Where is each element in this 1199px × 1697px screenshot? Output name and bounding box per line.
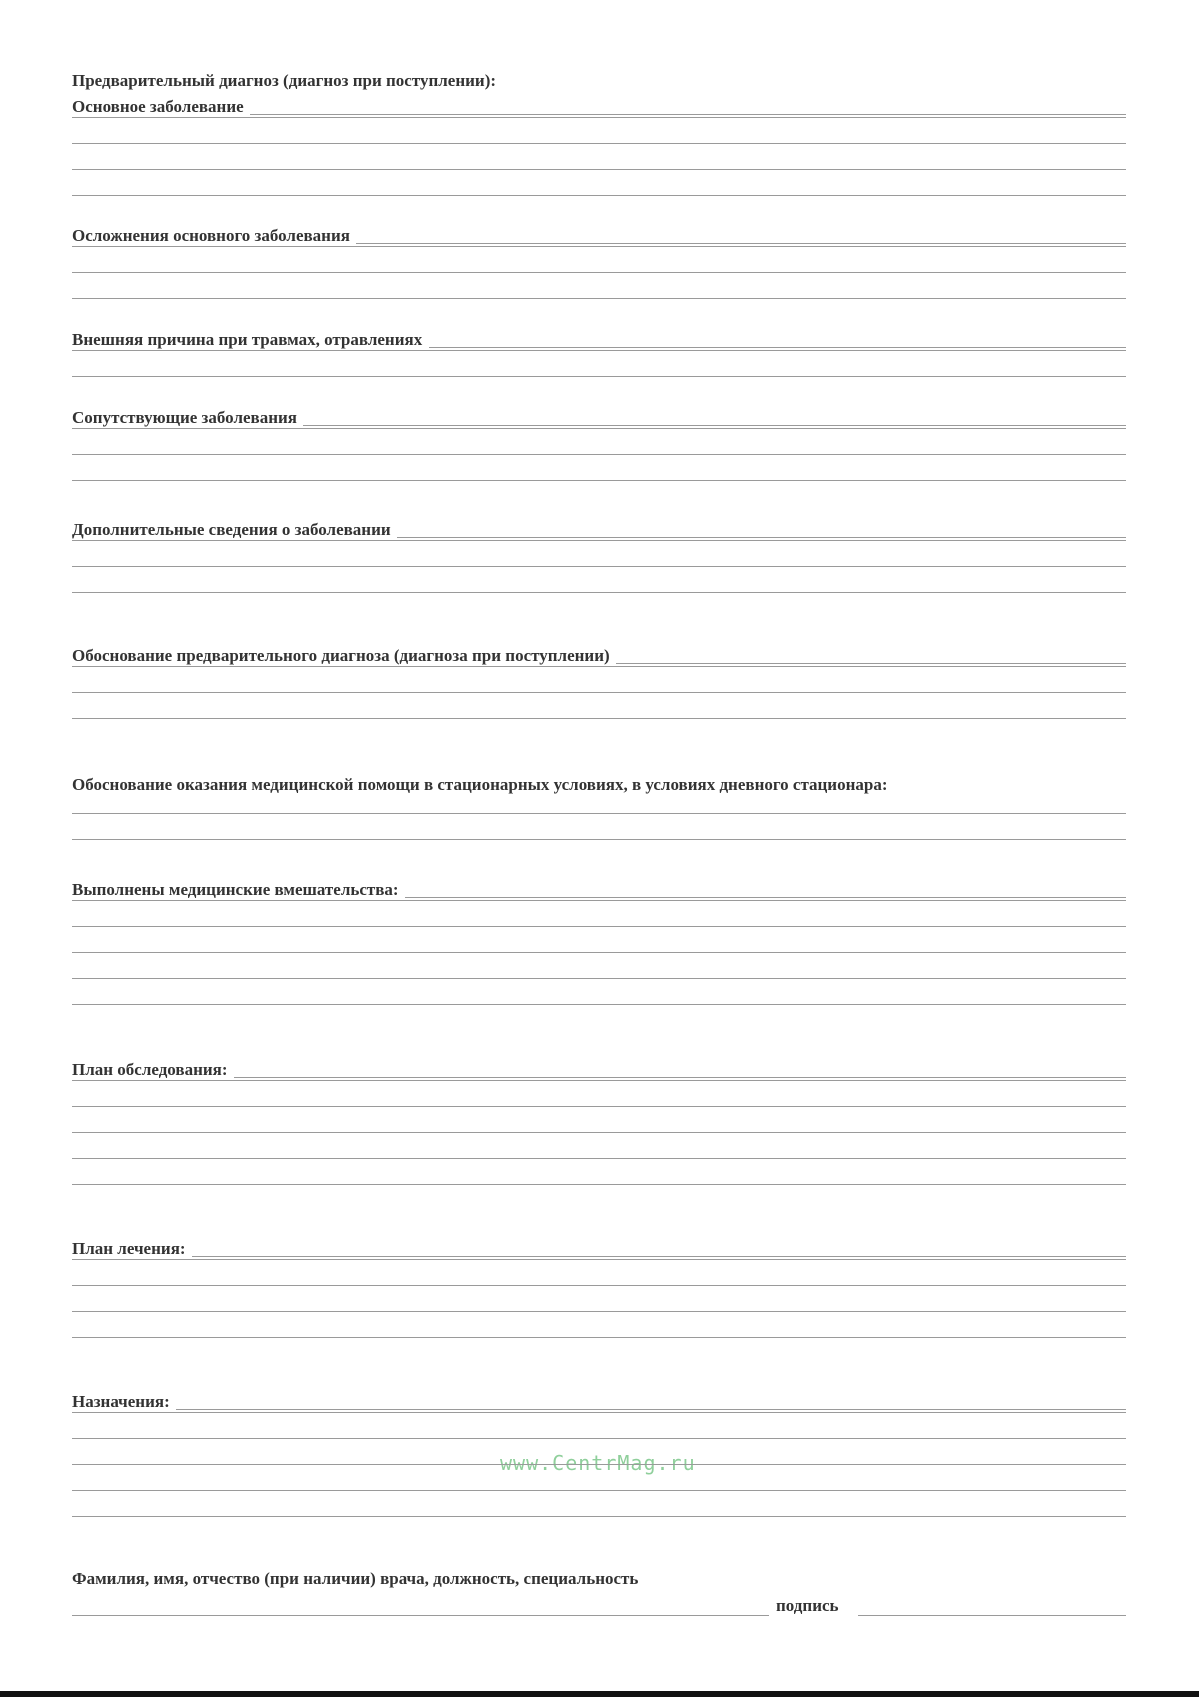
answer-line[interactable] [72, 926, 1126, 927]
answer-line[interactable] [72, 246, 1126, 247]
answer-line[interactable] [72, 718, 1126, 719]
answer-line[interactable] [72, 376, 1126, 377]
answer-line[interactable] [72, 169, 1126, 170]
answer-line[interactable] [72, 350, 1126, 351]
answer-line[interactable] [72, 692, 1126, 693]
answer-line[interactable] [72, 952, 1126, 953]
answer-line[interactable] [72, 540, 1126, 541]
answer-line[interactable] [72, 428, 1126, 429]
section-label-additional-info: Дополнительные сведения о заболевании [72, 520, 391, 539]
answer-line[interactable] [356, 243, 1126, 244]
answer-line[interactable] [72, 1490, 1126, 1491]
answer-line[interactable] [176, 1409, 1126, 1410]
section-label-external-cause: Внешняя причина при травмах, отравлениях [72, 330, 423, 349]
section-label-treatment-plan: План лечения: [72, 1239, 186, 1258]
answer-line[interactable] [616, 663, 1126, 664]
section-label-main-disease: Основное заболевание [72, 97, 244, 116]
answer-line[interactable] [72, 298, 1126, 299]
answer-line[interactable] [72, 1259, 1126, 1260]
answer-line[interactable] [72, 1132, 1126, 1133]
section-label-complications: Осложнения основного заболевания [72, 226, 350, 245]
answer-line[interactable] [72, 1285, 1126, 1286]
answer-line[interactable] [234, 1077, 1126, 1078]
doctor-name-label: Фамилия, имя, отчество (при наличии) врача, должность, специальность [72, 1569, 639, 1588]
answer-line[interactable] [72, 1158, 1126, 1159]
answer-line[interactable] [72, 666, 1126, 667]
answer-line[interactable] [72, 813, 1126, 814]
answer-line[interactable] [72, 1438, 1126, 1439]
watermark: www.CentrMag.ru [500, 1451, 696, 1475]
answer-line[interactable] [250, 114, 1126, 115]
answer-line[interactable] [72, 978, 1126, 979]
bottom-border [0, 1691, 1199, 1697]
answer-line[interactable] [72, 1464, 1126, 1465]
answer-line[interactable] [72, 454, 1126, 455]
answer-line[interactable] [72, 480, 1126, 481]
answer-line[interactable] [72, 143, 1126, 144]
answer-line[interactable] [72, 1337, 1126, 1338]
answer-line[interactable] [429, 347, 1126, 348]
answer-line[interactable] [72, 1516, 1126, 1517]
answer-line[interactable] [72, 900, 1126, 901]
answer-line[interactable] [72, 1311, 1126, 1312]
answer-line[interactable] [405, 897, 1126, 898]
answer-line[interactable] [72, 1412, 1126, 1413]
section-label-inpatient-justification: Обоснование оказания медицинской помощи в стационарных условиях, в условиях дневного стационара: [72, 775, 888, 794]
answer-line[interactable] [72, 839, 1126, 840]
section-label-concomitant-diseases: Сопутствующие заболевания [72, 408, 297, 427]
section-label-examination-plan: План обследования: [72, 1060, 228, 1079]
answer-line[interactable] [72, 566, 1126, 567]
answer-line[interactable] [72, 272, 1126, 273]
answer-line[interactable] [192, 1256, 1126, 1257]
section-label-diagnosis-justification: Обоснование предварительного диагноза (диагноза при поступлении) [72, 646, 610, 665]
answer-line[interactable] [72, 1004, 1126, 1005]
answer-line[interactable] [303, 425, 1126, 426]
answer-line[interactable] [72, 195, 1126, 196]
signature-label: подпись [776, 1596, 839, 1615]
answer-line[interactable] [72, 1080, 1126, 1081]
answer-line[interactable] [397, 537, 1126, 538]
form-header: Предварительный диагноз (диагноз при поступлении): [72, 71, 497, 90]
answer-line[interactable] [72, 117, 1126, 118]
doctor-name-line[interactable] [72, 1615, 769, 1616]
answer-line[interactable] [72, 592, 1126, 593]
section-label-prescriptions: Назначения: [72, 1392, 170, 1411]
section-label-interventions: Выполнены медицинские вмешательства: [72, 880, 399, 899]
answer-line[interactable] [72, 1106, 1126, 1107]
answer-line[interactable] [72, 1184, 1126, 1185]
signature-line[interactable] [858, 1615, 1126, 1616]
